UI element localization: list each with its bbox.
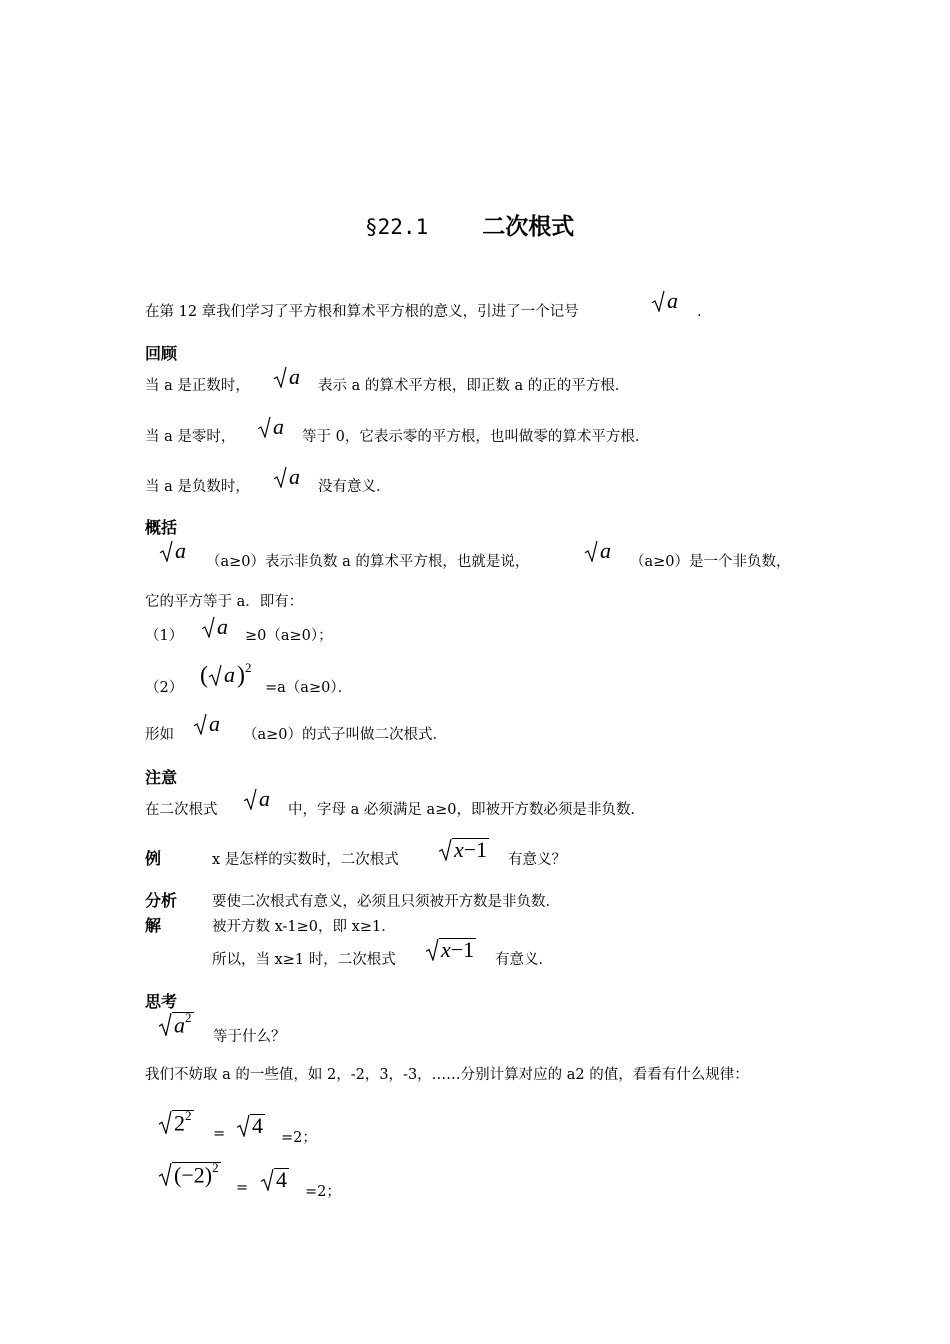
sqrt-neg2-squared-formula: $(-2)^2$ [158,1162,221,1186]
section-number: §22.1 [365,215,429,239]
sqrt-4-formula: 4 [236,1114,265,1137]
review-line1-post: 表示 a 的算术平方根，即正数 a 的正的平方根． [318,378,630,394]
sqrt-a-formula: a [159,540,188,562]
sqrt-a-formula: a [273,366,302,388]
intro-end: ． [697,304,712,320]
sqrt-a-formula: a [193,713,222,735]
sqrt-a-formula: a [273,466,302,488]
review-line3-pre: 当 a 是负数时， [145,479,250,495]
page-title [365,208,574,241]
example-text: x 是怎样的实数时，二次根式 [212,852,399,868]
analysis-label: 分析 [145,891,178,910]
review-line2-post: 等于 0，它表示零的平方根，也叫做零的算术平方根． [302,429,650,445]
summary-line1-b: （a≥0）是一个非负数， [630,554,791,570]
sqrt-a-formula: a [243,788,272,810]
sqrt-a-squared-formula: $a^2$ [158,1012,194,1036]
note-heading: 注意 [145,768,178,787]
summary-line2: 它的平方等于 a．即有： [145,594,304,610]
definition-post: （a≥0）的式子叫做二次根式． [243,727,448,743]
think-line: 我们不妨取 a 的一些值，如 2，-2，3，-3，……分别计算对应的 a2 的值，看看有什么规律： [145,1067,749,1083]
sqrt-a-formula: a [584,540,613,562]
review-line3-post: 没有意义． [318,479,391,495]
result-text: =2； [305,1184,341,1200]
equals-sign: = [213,1126,226,1142]
equals-sign: = [236,1180,249,1196]
sqrt-x-minus-1-formula: x−1 [425,938,476,961]
property-2-text: =a（a≥0）． [265,680,353,696]
note-post: 中，字母 a 必须满足 a≥0，即被开方数必须是非负数． [288,802,645,818]
solution-line2: 所以，当 x≥1 时，二次根式 [212,952,396,968]
sqrt-2-squared-formula: $2^2$ [158,1110,194,1134]
sqrt-a-squared-formula: ( a)$^2$ [200,660,252,689]
example-text-end: 有意义？ [508,852,566,868]
think-heading: 思考 [145,992,178,1011]
sqrt-4-formula: 4 [260,1168,289,1191]
result-text: =2； [281,1130,317,1146]
section-title: 二次根式 [482,214,575,240]
property-1-label: （1） [145,628,184,644]
think-question: 等于什么？ [213,1029,286,1045]
example-label: 例 [145,849,162,868]
solution-line2-end: 有意义． [495,952,553,968]
sqrt-a-formula: a [651,290,680,312]
solution-label: 解 [145,916,162,935]
summary-heading: 概括 [145,518,178,537]
note-pre: 在二次根式 [145,802,218,818]
summary-line1-a: （a≥0）表示非负数 a 的算术平方根，也就是说， [206,554,530,570]
sqrt-a-formula: a [257,416,286,438]
sqrt-a-formula: a [201,616,230,638]
review-line1-pre: 当 a 是正数时， [145,378,250,394]
property-1-text: ≥0（a≥0）； [245,628,333,644]
property-2-label: （2） [145,680,184,696]
intro-text: 在第 12 章我们学习了平方根和算术平方根的意义，引进了一个记号 [145,304,579,320]
review-heading: 回顾 [145,344,178,363]
analysis-text: 要使二次根式有意义，必须且只须被开方数是非负数． [212,894,560,910]
solution-line1: 被开方数 x-1≥0，即 x≥1． [212,919,396,935]
sqrt-x-minus-1-formula: x−1 [438,838,489,861]
definition-pre: 形如 [145,727,174,743]
review-line2-pre: 当 a 是零时， [145,429,236,445]
